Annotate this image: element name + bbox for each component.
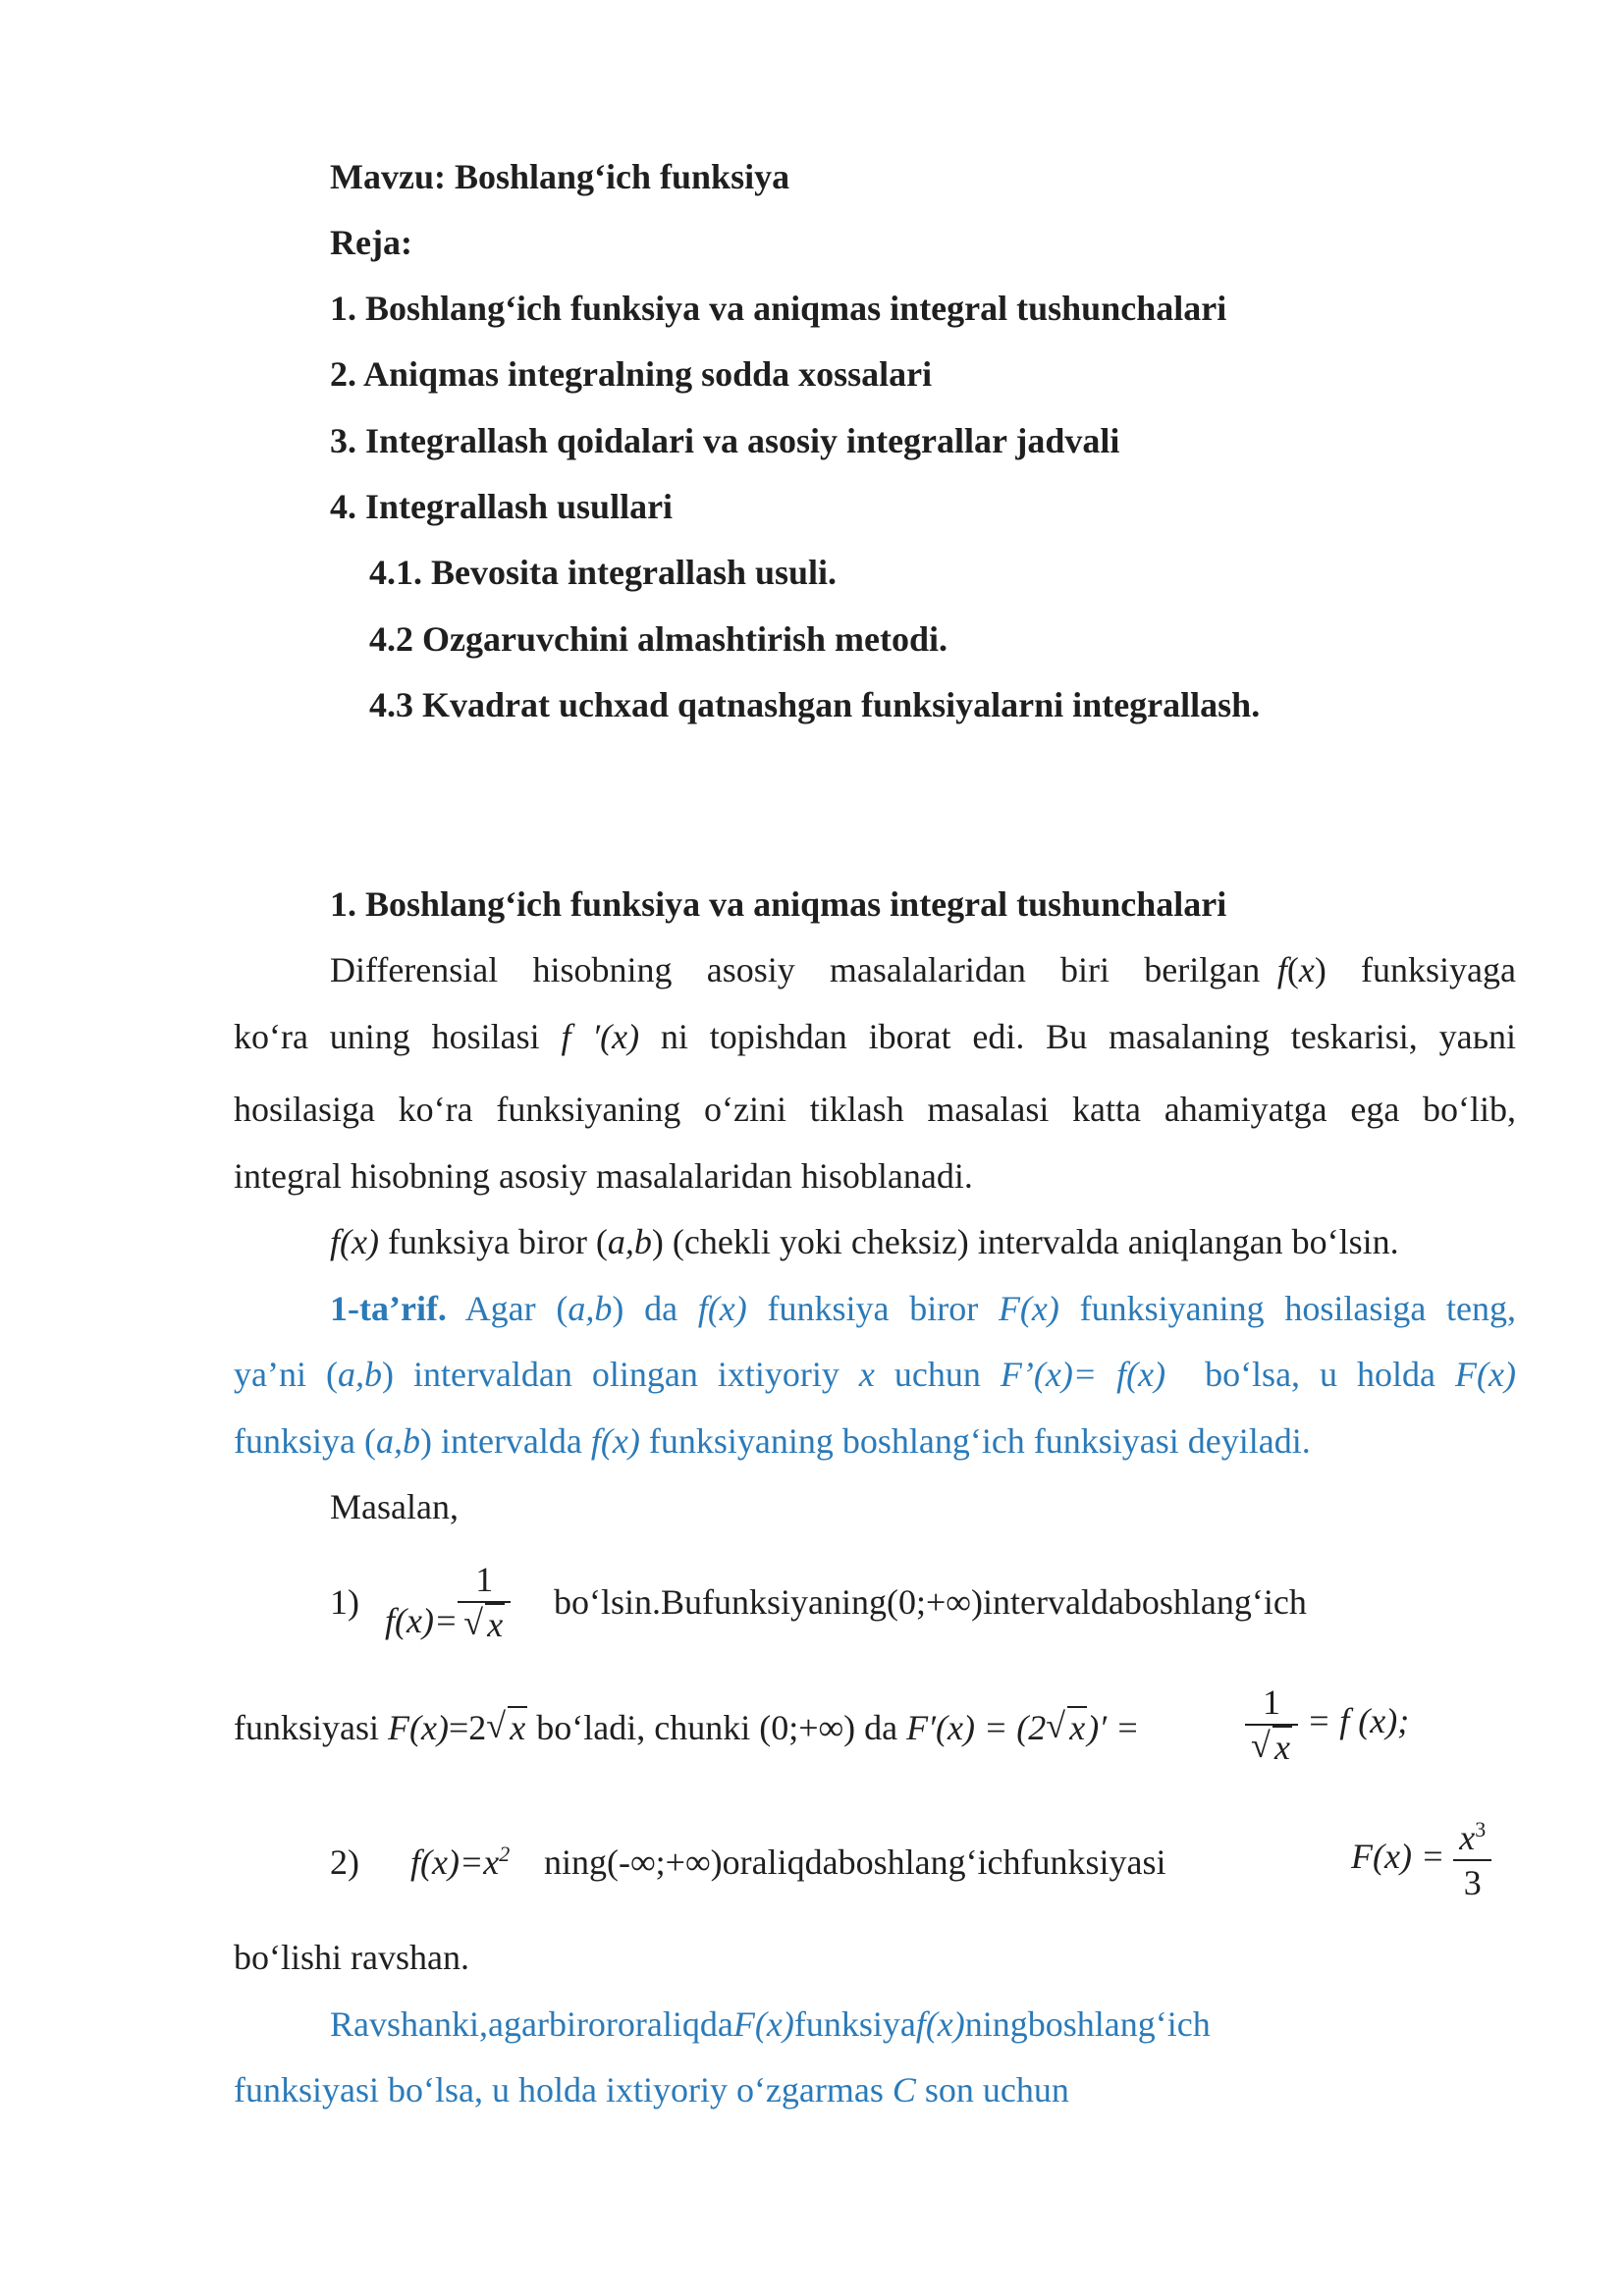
example-1-label: 1): [330, 1582, 359, 1622]
topic-title: Mavzu: Boshlang‘ich funksiya: [330, 157, 790, 196]
example-2-text: ning(-∞;+∞)oraliqdaboshlang‘ichfunksiyasi: [544, 1842, 1166, 1882]
paragraph-1-line-2: ko‘ra uning hosilasi f ′(x) ni topishdan iborat edi. Bu masalaning teskarisi, yaьni: [234, 1017, 1516, 1056]
remark-line-2: funksiyasi bo‘lsa, u holda ixtiyoriy o‘zgarmas C son uchun: [234, 2070, 1069, 2109]
plan-item-2: 2. Aniqmas integralning sodda xossalari: [330, 354, 933, 394]
plan-title: Reja:: [330, 223, 412, 262]
paragraph-1-line-1: Differensial hisobning asosiy masalalaridan biri berilgan f(x) funksiyaga: [330, 950, 1516, 989]
plan-item-1: 1. Boshlang‘ich funksiya va aniqmas integral tushunchalari: [330, 289, 1227, 328]
f-prime-x: f ′(x): [561, 1017, 640, 1056]
example-intro: Masalan,: [330, 1487, 459, 1526]
plan-item-4-3: 4.3 Kvadrat uchxad qatnashgan funksiyalarni integrallash.: [369, 685, 1261, 724]
example-2-label: 2): [330, 1842, 359, 1882]
paragraph-1-line-3: hosilasiga ko‘ra funksiyaning o‘zini tiklash masalasi katta ahamiyatga ega bo‘lib,: [234, 1090, 1516, 1129]
plan-item-4: 4. Integrallash usullari: [330, 487, 674, 526]
plan-item-3: 3. Integrallash qoidalari va asosiy integrallar jadvali: [330, 421, 1120, 460]
example-2-antiderivative: F(x) = $\frac{x^3}{3}$: [1351, 1818, 1491, 1906]
example-2-tail: bo‘lishi ravshan.: [234, 1938, 469, 1977]
definition-label: 1-ta’rif.: [330, 1289, 447, 1328]
example-1-text: bo‘lsin.Bufunksiyaning(0;+∞)intervaldaboshlang‘ich: [554, 1582, 1307, 1622]
sqrt-x: √ x: [486, 1706, 526, 1747]
fraction-1-over-sqrt-x: 1 √ x: [458, 1558, 511, 1646]
paragraph-2: f(x) funksiya biror (a,b) (chekli yoki cheksiz) intervalda aniqlangan bo‘lsin.: [330, 1222, 1399, 1261]
plan-item-4-1: 4.1. Bevosita integrallash usuli.: [369, 553, 838, 592]
example-2-function: $f(x)=x^2$: [410, 1842, 511, 1882]
fraction-x-cubed-over-3: $\frac{x^3}{3}$: [1453, 1816, 1491, 1904]
example-1-formula: f(x)= 1 √ x: [385, 1560, 511, 1648]
definition-1-line-3: funksiya (a,b) intervalda f(x) funksiyaning boshlang‘ich funksiyasi deyiladi.: [234, 1421, 1311, 1461]
definition-1-line-2: ya’ni (a,b) intervaldan olingan ixtiyoriy x uchun F’(x)= f(x) bo‘lsa, u holda F(x): [234, 1355, 1516, 1394]
paragraph-1-line-4: integral hisobning asosiy masalalaridan hisoblanadi.: [234, 1156, 973, 1196]
example-1-derivative-fraction: 1 √ x = f (x);: [1245, 1682, 1409, 1771]
plan-item-4-2: 4.2 Ozgaruvchini almashtirish metodi.: [369, 619, 948, 659]
section-1-heading: 1. Boshlang‘ich funksiya va aniqmas integral tushunchalari: [330, 884, 1227, 924]
remark-line-1: Ravshanki,agarbirororaliqdaF(x)funksiyaf(x)ningboshlang‘ich: [330, 2004, 1211, 2044]
example-1-continuation: funksiyasi F(x)=2 √ x bo‘ladi, chunki (0;+∞) da F′(x) = (2 √ x)′ =: [234, 1706, 1140, 1747]
definition-1-line-1: 1-ta’rif. Agar (a,b) da f(x) funksiya biror F(x) funksiyaning hosilasiga teng,: [330, 1289, 1517, 1328]
